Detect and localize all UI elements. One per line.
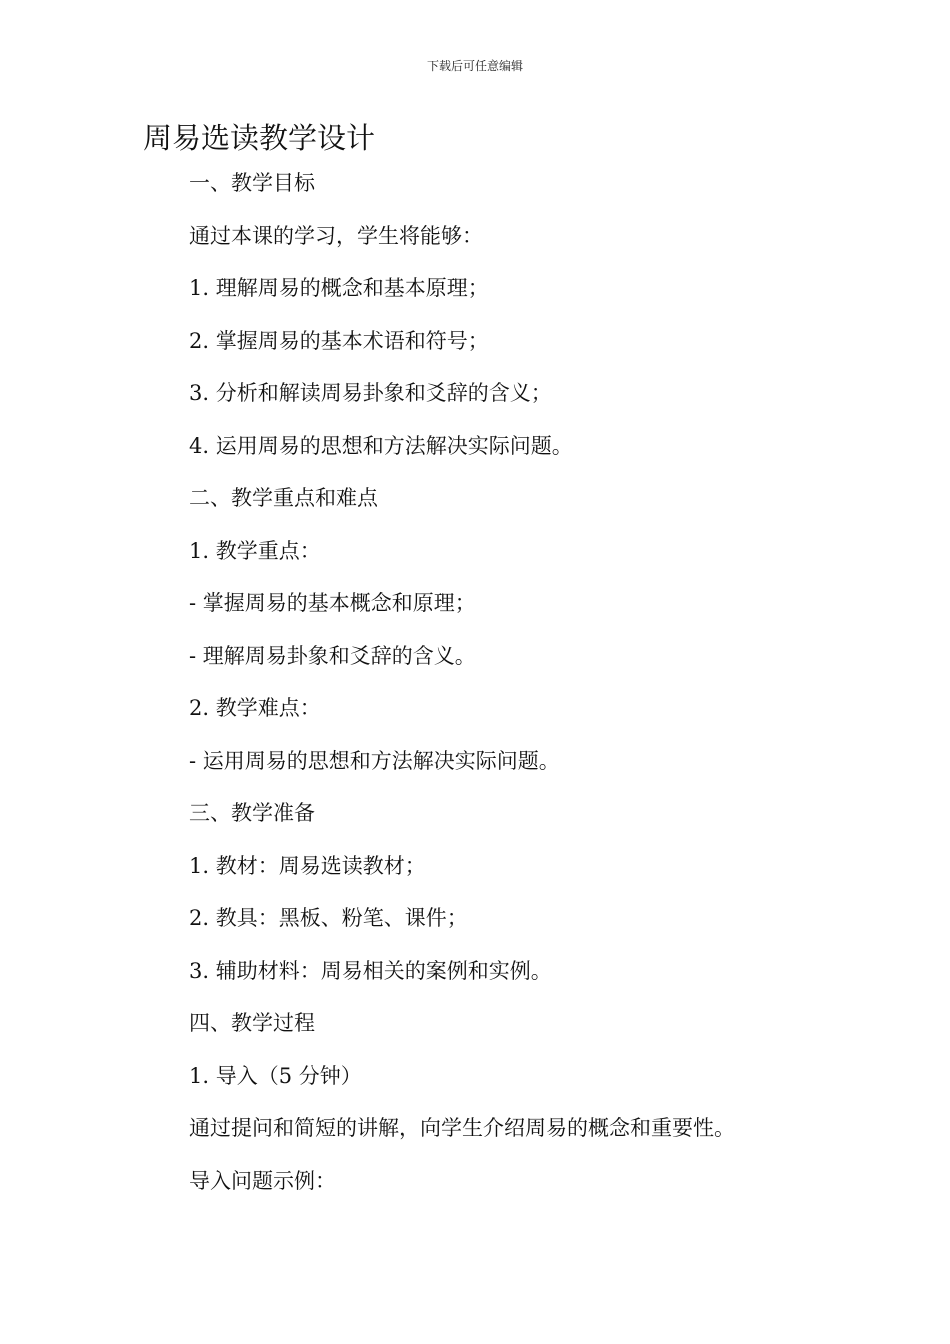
document-body bbox=[189, 164, 889, 1214]
list-item: 3. 分析和解读周易卦象和爻辞的含义； bbox=[189, 381, 552, 405]
list-item: 2. 掌握周易的基本术语和符号； bbox=[189, 328, 489, 353]
section-heading-key-points: 二、教学重点和难点 bbox=[189, 486, 378, 510]
bullet-item: - 运用周易的思想和方法解决实际问题。 bbox=[189, 748, 560, 773]
section-heading-process: 四、教学过程 bbox=[189, 1011, 315, 1035]
document-title: 周易选读教学设计 bbox=[143, 121, 376, 155]
subheading-key-points: 1. 教学重点： bbox=[189, 538, 321, 563]
list-item: 2. 教具：黑板、粉笔、课件； bbox=[189, 906, 468, 930]
paragraph-intro: 通过本课的学习，学生将能够： bbox=[189, 223, 483, 248]
section-heading-preparation: 三、教学准备 bbox=[189, 801, 315, 825]
list-item: 3. 辅助材料：周易相关的案例和实例。 bbox=[189, 958, 552, 983]
subheading-difficulties: 2. 教学难点： bbox=[189, 696, 321, 720]
header-note: 下载后可任意编辑 bbox=[426, 59, 523, 73]
bullet-item: - 掌握周易的基本概念和原理； bbox=[189, 591, 476, 615]
section-heading-objectives: 一、教学目标 bbox=[189, 171, 315, 195]
bullet-item: - 理解周易卦象和爻辞的含义。 bbox=[189, 643, 476, 668]
list-item: 1. 理解周易的概念和基本原理； bbox=[189, 276, 489, 300]
paragraph: 导入问题示例： bbox=[189, 1168, 336, 1193]
list-item: 1. 教材：周易选读教材； bbox=[189, 853, 426, 878]
subheading-introduction: 1. 导入（5 分钟） bbox=[189, 1063, 362, 1088]
list-item: 4. 运用周易的思想和方法解决实际问题。 bbox=[189, 433, 573, 458]
paragraph: 通过提问和简短的讲解，向学生介绍周易的概念和重要性。 bbox=[189, 1116, 735, 1140]
